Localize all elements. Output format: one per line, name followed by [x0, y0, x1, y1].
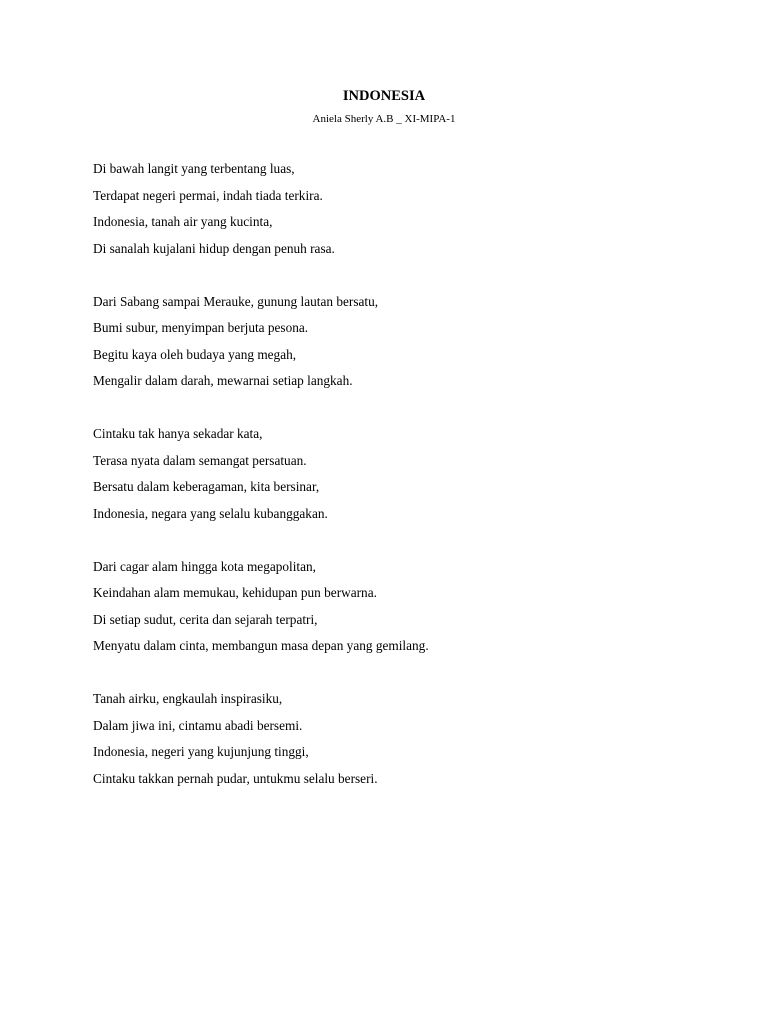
poem-line: Dari cagar alam hingga kota megapolitan, [93, 558, 317, 574]
poem-line: Bumi subur, menyimpan berjuta pesona. [93, 320, 309, 335]
poem-line: Di bawah langit yang terbentang luas, [93, 161, 295, 176]
poem-line: Indonesia, tanah air yang kucinta, [93, 214, 273, 229]
stanza-1 [93, 156, 713, 262]
poem-line: Mengalir dalam darah, mewarnai setiap langkah. [93, 373, 353, 388]
poem-line: Tanah airku, engkaulah inspirasiku, [93, 691, 283, 706]
poem-line: Terdapat negeri permai, indah tiada terkira. [93, 187, 323, 203]
poem-line: Indonesia, negara yang selalu kubanggakan. [93, 505, 328, 521]
stanza-4 [93, 554, 713, 660]
stanza-2 [93, 289, 713, 395]
poem-author: Aniela Sherly A.B _ XI-MIPA-1 [312, 113, 456, 125]
poem-line: Di sanalah kujalani hidup dengan penuh rasa. [93, 240, 335, 256]
poem-line: Keindahan alam memukau, kehidupan pun berwarna. [93, 585, 377, 600]
poem-title: INDONESIA [342, 88, 426, 104]
poem-line: Bersatu dalam keberagaman, kita bersinar, [93, 479, 320, 494]
poem-line: Cintaku tak hanya sekadar kata, [93, 426, 263, 441]
poem-line: Terasa nyata dalam semangat persatuan. [93, 452, 307, 468]
stanza-3 [93, 421, 713, 527]
poem-line: Dari Sabang sampai Merauke, gunung lautan bersatu, [93, 293, 379, 309]
poem-line: Indonesia, negeri yang kujunjung tinggi, [93, 744, 309, 759]
poem-line: Begitu kaya oleh budaya yang megah, [93, 346, 297, 362]
poem-line: Di setiap sudut, cerita dan sejarah terpatri, [93, 611, 318, 627]
poem-line: Dalam jiwa ini, cintamu abadi bersemi. [93, 717, 303, 733]
poem-line: Menyatu dalam cinta, membangun masa depan yang gemilang. [93, 638, 429, 653]
poem-line: Cintaku takkan pernah pudar, untukmu selalu berseri. [93, 770, 378, 786]
stanza-5 [93, 686, 713, 792]
poem-body [93, 156, 713, 819]
